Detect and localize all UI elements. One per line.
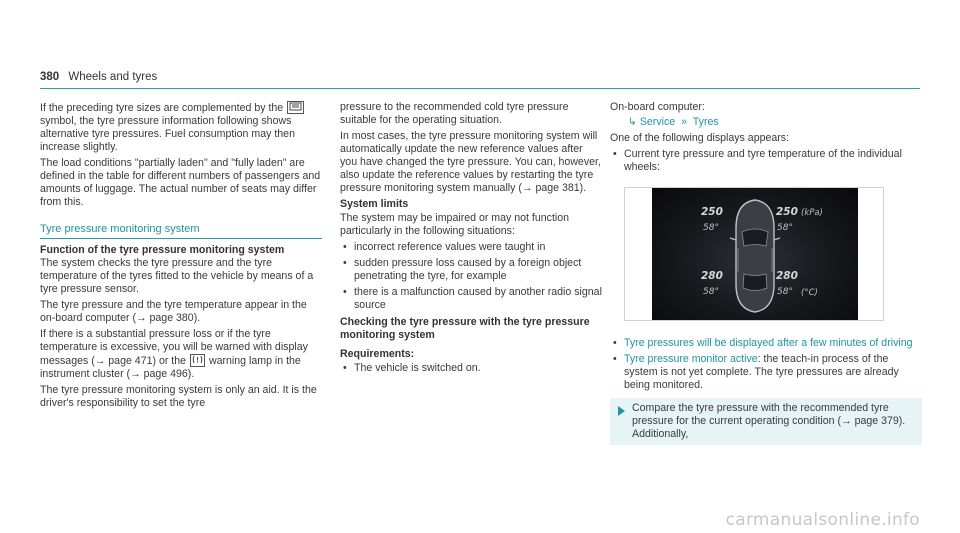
rear-left-pressure: 280 [701, 270, 723, 282]
instrument-display [652, 188, 858, 320]
section-name: Wheels and tyres [68, 71, 158, 83]
heading-requirements: Requirements: [340, 348, 415, 360]
list-item: • incorrect reference values were taught in [340, 241, 602, 254]
menu-path-service: Service [639, 116, 676, 128]
arrow-return-icon: ↳ [628, 116, 637, 128]
heading-checking: Checking the tyre pressure with the tyre pressure monitoring system [340, 316, 590, 341]
paragraph-driver-responsibility: The tyre pressure monitoring system is only an aid. It is the driver's responsibility to set the tyre [40, 384, 317, 409]
paragraph-tyre-sizes: If the preceding tyre sizes are complemented by the symbol, the tyre pressure information following shows alternative tyre pressures. Fuel consumption may then increase slightly. [40, 101, 322, 154]
paragraph-displays-intro: One of the following displays appears: [610, 132, 790, 144]
temp-unit: (°C) [801, 288, 818, 298]
car-top-view-icon [652, 188, 858, 320]
tyre-info-icon [287, 101, 304, 114]
header-divider [40, 88, 920, 89]
tyre-pressure-figure [624, 187, 884, 321]
rear-right-temp: 58° [777, 287, 793, 297]
paragraph-display: The tyre pressure and the tyre temperature appear in the on-board computer (→ page 380). [40, 299, 307, 324]
onboard-computer-label: On-board computer: [610, 101, 705, 113]
front-right-temp: 58° [777, 223, 793, 233]
column-right [610, 101, 922, 445]
status-label: Tyre pressures will be displayed after a few minutes of driving [624, 337, 913, 349]
front-left-pressure: 250 [701, 206, 723, 218]
front-left-temp: 58° [703, 223, 719, 233]
paragraph-auto-update: In most cases, the tyre pressure monitoring system will automatically update the new reference values after you have changed the tyre pressure. You can, however, also update the reference values by restarting the tyre pressure monitoring system manually (→ page 381). [340, 130, 601, 194]
column-middle [340, 101, 602, 379]
action-step [610, 398, 922, 445]
status-label: Tyre pressure monitor active [624, 353, 758, 365]
page-header [40, 71, 157, 84]
list-item [610, 337, 922, 350]
rear-right-pressure: 280 [776, 270, 798, 282]
list-requirements [340, 362, 602, 375]
list-item: • Current tyre pressure and tyre temperature of the individual wheels: [610, 148, 922, 174]
pressure-unit: (kPa) [801, 208, 823, 218]
menu-path [610, 116, 922, 129]
menu-path-tyres: Tyres [692, 116, 719, 128]
list-item: • Tyre pressure monitor active: the teach-in process of the system is not yet complete. The tyre pressures are already being monitored. [610, 353, 922, 392]
list-item: • there is a malfunction caused by another radio signal source [340, 286, 602, 312]
rear-left-temp: 58° [703, 287, 719, 297]
section-title-tpms: Tyre pressure monitoring system [40, 223, 322, 239]
tyre-warning-lamp-icon [190, 354, 205, 367]
list-status [610, 337, 922, 392]
front-right-pressure: 250 [776, 206, 798, 218]
subheading-function: Function of the tyre pressure monitoring system [40, 244, 285, 256]
list-item: • sudden pressure loss caused by a foreign object penetrating the tyre, for example [340, 257, 602, 283]
paragraph-system-checks: The system checks the tyre pressure and the tyre temperature of the tyres fitted to the vehicle by means of a tyre pressure sensor. [40, 257, 314, 295]
double-chevron-icon: » [681, 116, 688, 128]
watermark: carmanualsonline.info [725, 510, 920, 530]
paragraph-limits-intro: The system may be impaired or may not function particularly in the following situations: [340, 212, 570, 237]
list-item: • The vehicle is switched on. [340, 362, 602, 375]
paragraph-pressure-recommended: pressure to the recommended cold tyre pressure suitable for the operating situation. [340, 101, 569, 126]
paragraph-load-conditions: The load conditions "partially laden" and "fully laden" are defined in the table for different numbers of passengers and amounts of luggage. The actual number of seats may differ from this. [40, 157, 321, 208]
list-displays [610, 148, 922, 174]
list-system-limits [340, 241, 602, 312]
page-number: 380 [40, 71, 60, 83]
action-text: Compare the tyre pressure with the recommended tyre pressure for the current operating condition (→ page 379). Additionally, [632, 402, 906, 440]
paragraph-warning: If there is a substantial pressure loss or if the tyre temperature is excessive, you will be warned with display messages (→ page 471) or the warning lamp in the instrument cluster (→ page 496). [40, 328, 308, 380]
heading-system-limits: System limits [340, 198, 409, 210]
column-left [40, 101, 322, 413]
